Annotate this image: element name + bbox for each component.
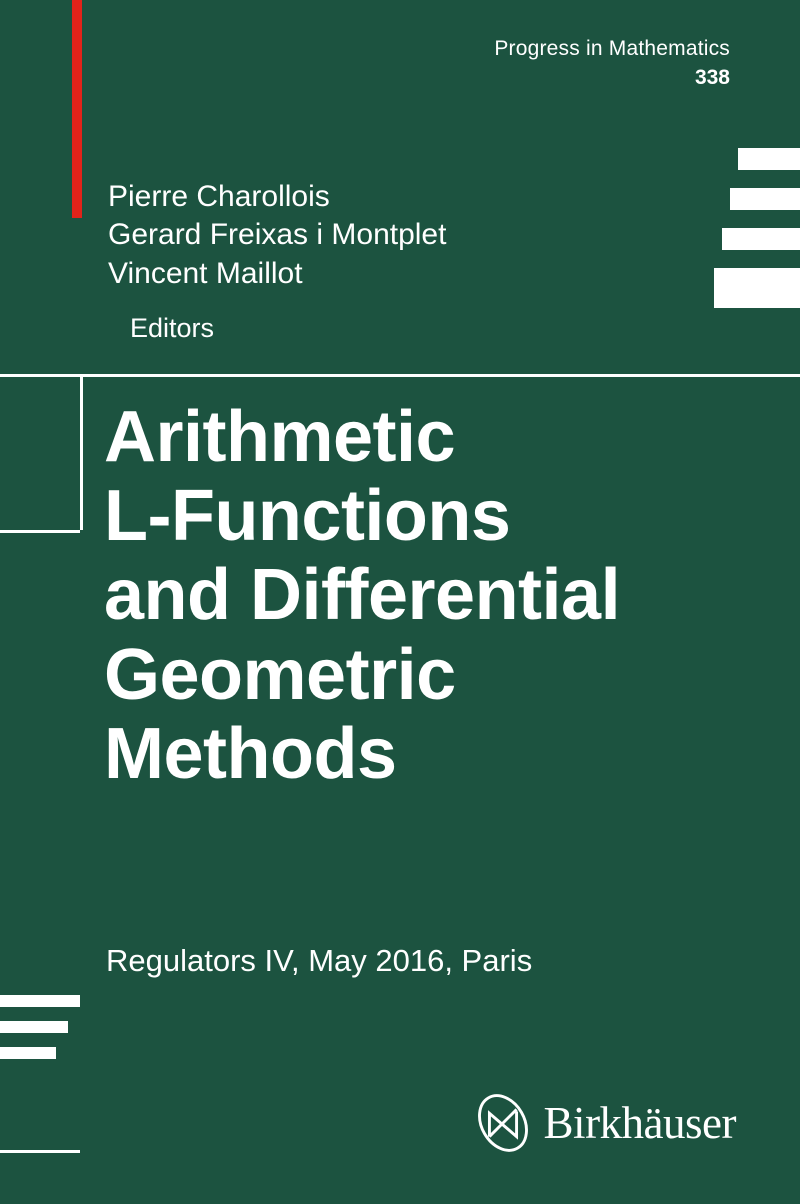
decorative-bar — [0, 995, 80, 1007]
decorative-bar — [0, 1021, 68, 1033]
decorative-bar-stack-left — [0, 995, 80, 1073]
decorative-vertical-line — [80, 374, 83, 530]
title-line: L-Functions — [104, 476, 511, 557]
decorative-horizontal-line — [0, 374, 800, 377]
decorative-bar — [738, 148, 800, 170]
book-title — [104, 398, 724, 794]
decorative-bar — [714, 268, 800, 308]
decorative-horizontal-line — [0, 530, 80, 533]
title-line: and Differential — [104, 555, 621, 636]
decorative-bar — [730, 188, 800, 210]
series-block — [494, 36, 730, 90]
title-line: Arithmetic — [104, 397, 456, 477]
publisher-name: Birkhäuser — [543, 1098, 736, 1148]
decorative-bar — [0, 1047, 56, 1059]
editor-name: Vincent Maillot — [108, 256, 303, 290]
title-line: Methods — [104, 713, 397, 794]
publisher-block — [472, 1092, 736, 1154]
editor-name: Pierre Charollois — [108, 180, 330, 213]
series-number: 338 — [694, 66, 730, 90]
decorative-horizontal-line — [0, 1150, 80, 1153]
series-name: Progress in Mathematics — [494, 37, 730, 60]
title-line: Geometric — [104, 634, 456, 715]
decorative-bar — [722, 228, 800, 250]
book-subtitle: Regulators IV, May 2016, Paris — [106, 943, 533, 978]
editors-role-label: Editors — [130, 313, 215, 344]
decorative-bar-stack-right — [714, 148, 800, 308]
editors-block — [108, 178, 446, 344]
editor-name: Gerard Freixas i Montplet — [108, 218, 447, 252]
birkhauser-mark-icon — [472, 1092, 534, 1154]
accent-bar — [72, 0, 82, 218]
